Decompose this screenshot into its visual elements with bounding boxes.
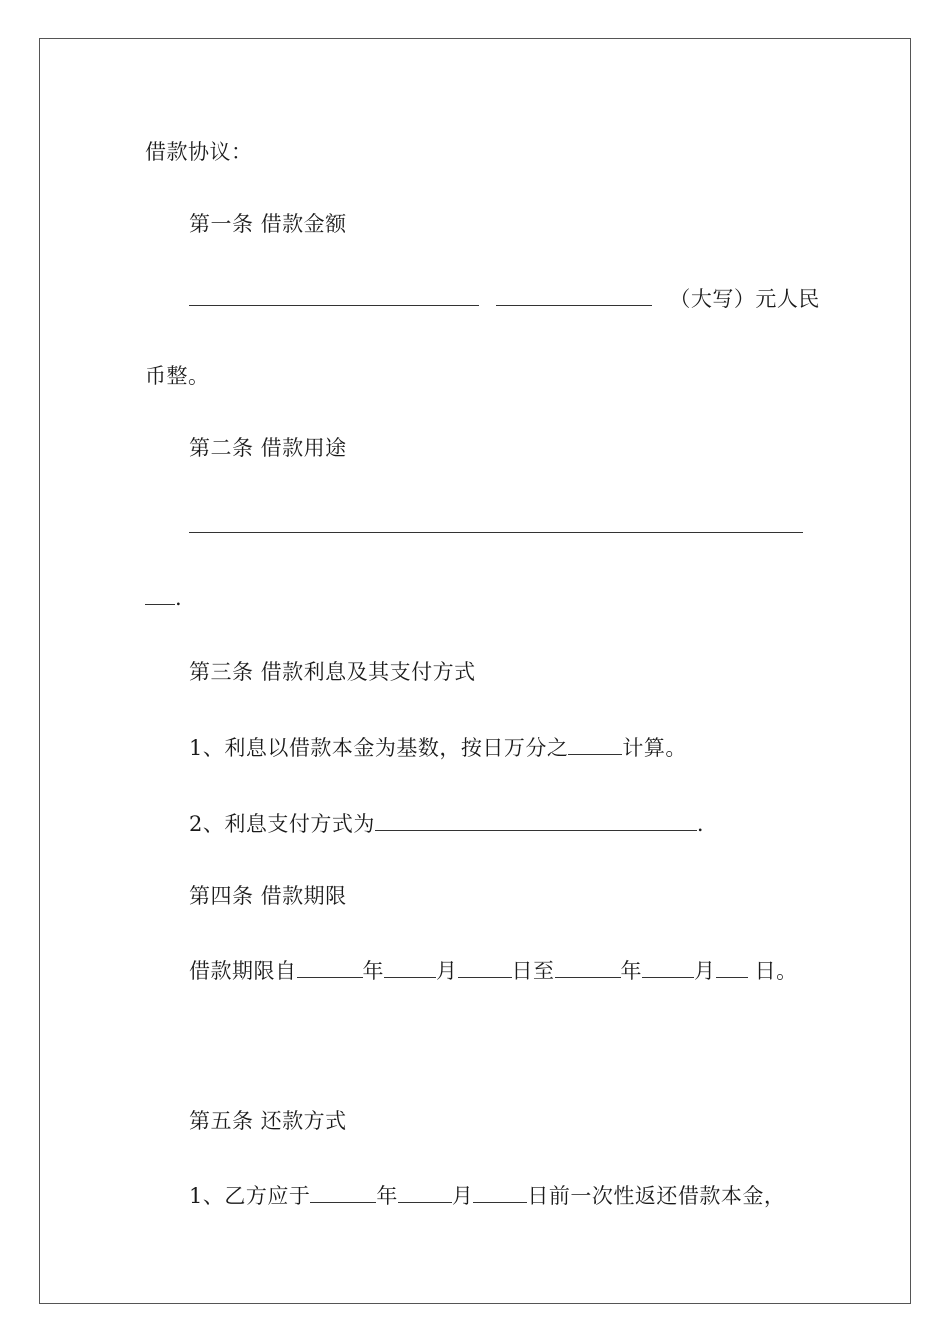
- loan-term-clause: [189, 957, 798, 985]
- end-year-label: 年: [620, 959, 642, 983]
- repay-year-label: 年: [376, 1184, 398, 1208]
- article-3-heading: 第三条 借款利息及其支付方式: [189, 660, 476, 684]
- article-5-heading: 第五条 还款方式: [189, 1109, 347, 1133]
- end-year-blank[interactable]: [555, 957, 621, 978]
- article-2-heading: 第二条 借款用途: [189, 436, 347, 460]
- repay-month-label: 月: [451, 1184, 474, 1208]
- repayment-clause: [189, 1182, 785, 1210]
- loan-purpose-period: .: [175, 586, 183, 610]
- amount-figures-blank[interactable]: [189, 285, 479, 306]
- interest-rate-blank[interactable]: [568, 734, 622, 755]
- amount-suffix: （大写）元人民: [669, 287, 820, 311]
- amount-words-blank[interactable]: [496, 285, 652, 306]
- loan-term-text-start: 借款期限自: [189, 959, 297, 983]
- end-day-blank[interactable]: [716, 957, 748, 978]
- repay-month-blank[interactable]: [398, 1182, 452, 1203]
- start-day-label: 日至: [511, 959, 555, 983]
- start-day-blank[interactable]: [458, 957, 512, 978]
- article-1-amount-line: [189, 285, 820, 313]
- repay-year-blank[interactable]: [310, 1182, 376, 1203]
- document-title: 借款协议：: [145, 140, 253, 164]
- end-day-label: 日。: [747, 959, 798, 983]
- article-4-heading: 第四条 借款期限: [189, 884, 347, 908]
- start-year-blank[interactable]: [297, 957, 363, 978]
- end-month-label: 月: [694, 959, 716, 983]
- loan-purpose-line-end: [145, 584, 182, 612]
- interest-rate-clause: [189, 734, 687, 762]
- start-month-blank[interactable]: [384, 957, 436, 978]
- repay-day-blank[interactable]: [473, 1182, 527, 1203]
- start-month-label: 月: [436, 959, 458, 983]
- repayment-text-end: 日前一次性返还借款本金，: [527, 1184, 786, 1208]
- interest-payment-blank[interactable]: [375, 810, 697, 831]
- repayment-text-start: 1、乙方应于: [189, 1184, 311, 1208]
- start-year-label: 年: [362, 959, 384, 983]
- loan-purpose-blank[interactable]: [189, 532, 803, 533]
- interest-payment-period: .: [696, 812, 705, 836]
- loan-purpose-blank-cont[interactable]: [145, 584, 175, 605]
- interest-payment-clause: [189, 810, 704, 838]
- interest-payment-text: 2、利息支付方式为: [189, 812, 375, 836]
- interest-rate-text-end: 计算。: [622, 736, 687, 760]
- end-month-blank[interactable]: [642, 957, 694, 978]
- interest-rate-text: 1、利息以借款本金为基数，按日万分之: [189, 736, 569, 760]
- amount-suffix-continued: 币整。: [145, 364, 210, 388]
- article-1-heading: 第一条 借款金额: [189, 212, 347, 236]
